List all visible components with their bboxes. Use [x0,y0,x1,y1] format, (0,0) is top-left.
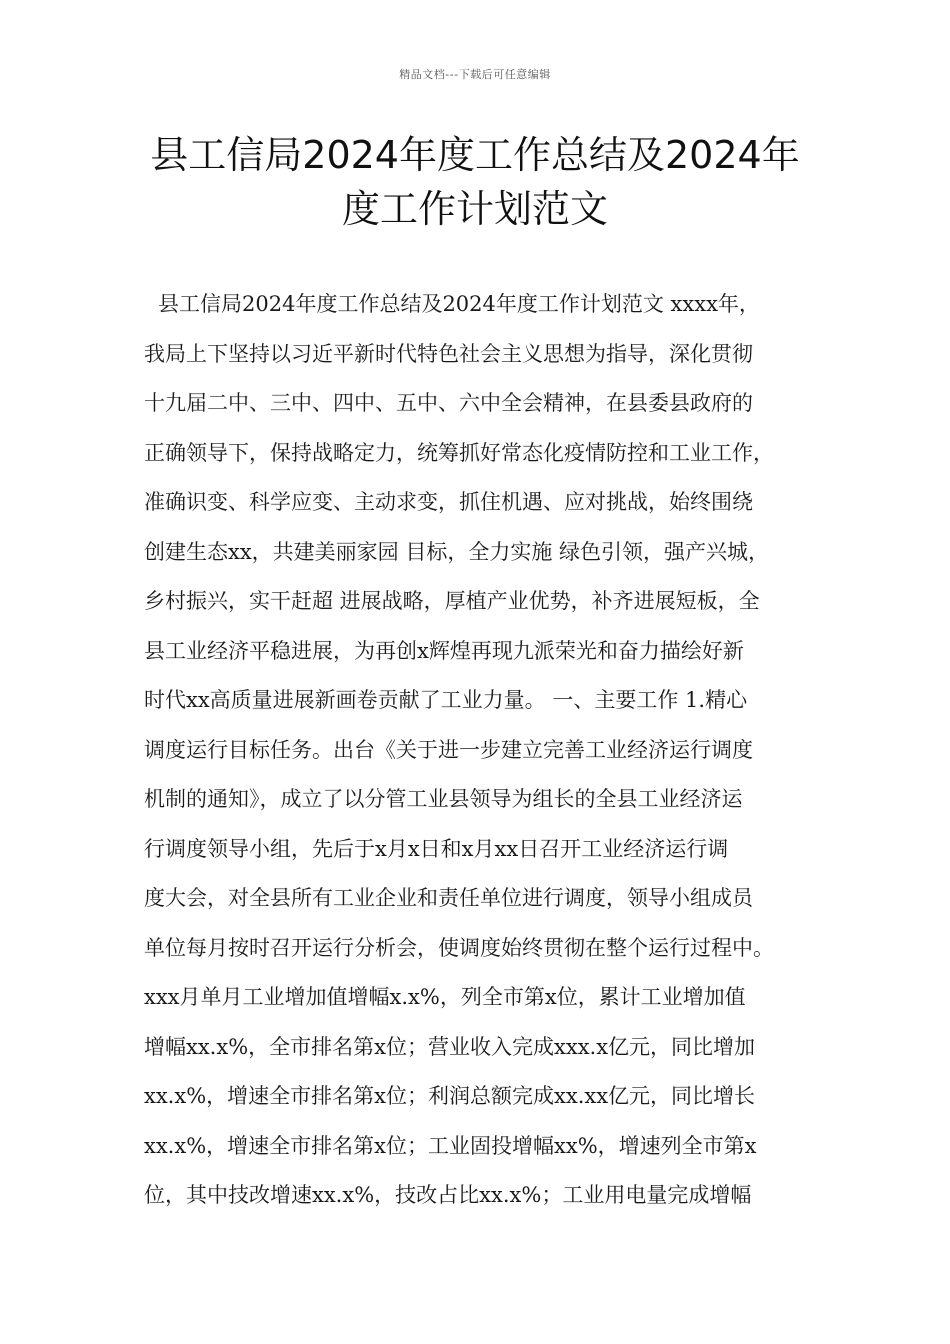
body-line: 行调度领导小组，先后于x月x日和x月xx日召开工业经济运行调 [144,836,729,861]
body-paragraph [144,280,810,1221]
body-line: 创建生态xx，共建美丽家园 目标，全力实施 绿色引领，强产兴城， [144,539,770,564]
body-line: xx.x%，增速全市排名第x位；利润总额完成xx.xx亿元，同比增长 [144,1084,756,1108]
body-line: 准确识变、科学应变、主动求变，抓住机遇、应对挑战，始终围绕 [144,490,753,514]
body-line: 增幅xx.x%，全市排名第x位；营业收入完成xxx.x亿元，同比增加 [144,1034,756,1059]
body-line: 单位每月按时召开运行分析会，使调度始终贯彻在整个运行过程中。 [144,935,774,960]
body-line: 机制的通知》，成立了以分管工业县领导为组长的全县工业经济运 [144,787,743,811]
body-line: 乡村振兴，实干赶超 进展战略，厚植产业优势，补齐进展短板，全 [144,589,760,613]
body-line: 位，其中技改增速xx.x%，技改占比xx.x%；工业用电量完成增幅 [144,1183,752,1207]
page-header: 精品文档---下载后可任意编辑 [399,68,551,81]
body-line: 正确领导下，保持战略定力，统筹抓好常态化疫情防控和工业工作， [144,440,774,465]
title-line-2: 度工作计划范文 [341,187,608,231]
body-line: xx.x%，增速全市排名第x位；工业固投增幅xx%，增速列全市第x [144,1133,757,1158]
title-line-1: 县工信局2024年度工作总结及2024年 [150,133,800,177]
body-line: 十九届二中、三中、四中、五中、六中全会精神，在县委县政府的 [144,391,753,415]
body-line: 时代xx高质量进展新画卷贡献了工业力量。 一、主要工作 1.精心 [144,688,748,712]
body-line: xxx月单月工业增加值增幅x.x%，列全市第x位，累计工业增加值 [144,985,746,1009]
body-line: 县工业经济平稳进展，为再创x辉煌再现九派荣光和奋力描绘好新 [144,638,744,663]
body-line: 我局上下坚持以习近平新时代特色社会主义思想为指导，深化贯彻 [144,341,753,366]
body-line: 度大会，对全县所有工业企业和责任单位进行调度，领导小组成员 [144,886,753,910]
document-title [100,128,850,236]
body-line: 调度运行目标任务。出台《关于进一步建立完善工业经济运行调度 [144,737,753,762]
body-line: 县工信局2024年度工作总结及2024年度工作计划范文 xxxx年， [158,292,760,316]
